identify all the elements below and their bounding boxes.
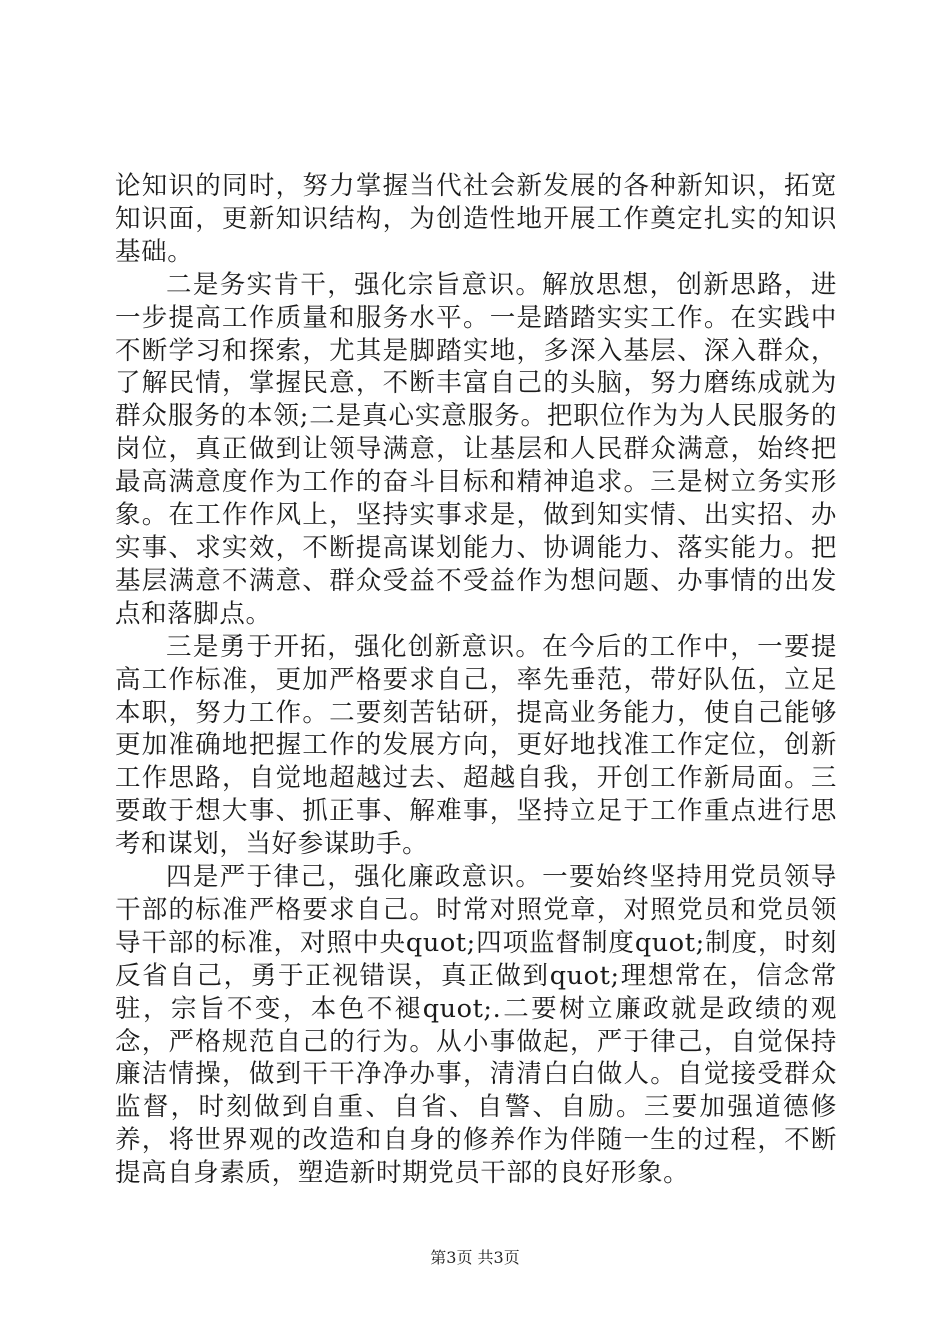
body-text <box>115 170 837 1190</box>
paragraph-integrity-awareness: 四是严于律己，强化廉政意识。一要始终坚持用党员领导干部的标准严格要求自己。时常对照党章，对照党员和党员领导干部的标准，对照中央quot;四项监督制度quot;制度，时刻反省自己，勇于正视错误，真正做到quot;理想常在，信念常驻，宗旨不变，本色不褪quot;.二要树立廉政就是政绩的观念，严格规范自己的行为。从小事做起，严于律己，自觉保持廉洁情操，做到干干净净办事，清清白白做人。自觉接受群众监督，时刻做到自重、自省、自警、自励。三要加强道德修养，将世界观的改造和自身的修养作为伴随一生的过程，不断提高自身素质，塑造新时期党员干部的良好形象。 <box>115 862 837 1189</box>
page-number-footer: 第3页 共3页 <box>430 1248 520 1267</box>
paragraph-innovation-awareness: 三是勇于开拓，强化创新意识。在今后的工作中，一要提高工作标准，更加严格要求自己，率先垂范，带好队伍，立足本职，努力工作。二要刻苦钻研，提高业务能力，使自己能够更加准确地把握工作的发展方向，更好地找准工作定位，创新工作思路，自觉地超越过去、超越自我，开创工作新局面。三要敢于想大事、抓正事、解难事，坚持立足于工作重点进行思考和谋划，当好参谋助手。 <box>115 631 837 860</box>
paragraph-continuation: 论知识的同时，努力掌握当代社会新发展的各种新知识，拓宽知识面，更新知识结构，为创造性地开展工作奠定扎实的知识基础。 <box>115 171 837 267</box>
paragraph-service-awareness: 二是务实肯干，强化宗旨意识。解放思想，创新思路，进一步提高工作质量和服务水平。一是踏踏实实工作。在实践中不断学习和探索，尤其是脚踏实地，多深入基层、深入群众，了解民情，掌握民意，不断丰富自己的头脑，努力磨练成就为群众服务的本领;二是真心实意服务。把职位作为为人民服务的岗位，真正做到让领导满意，让基层和人民群众满意，始终把最高满意度作为工作的奋斗目标和精神追求。三是树立务实形象。在工作作风上，坚持实事求是，做到知实情、出实招、办实事、求实效，不断提高谋划能力、协调能力、落实能力。把基层满意不满意、群众受益不受益作为想问题、办事情的出发点和落脚点。 <box>115 269 837 629</box>
